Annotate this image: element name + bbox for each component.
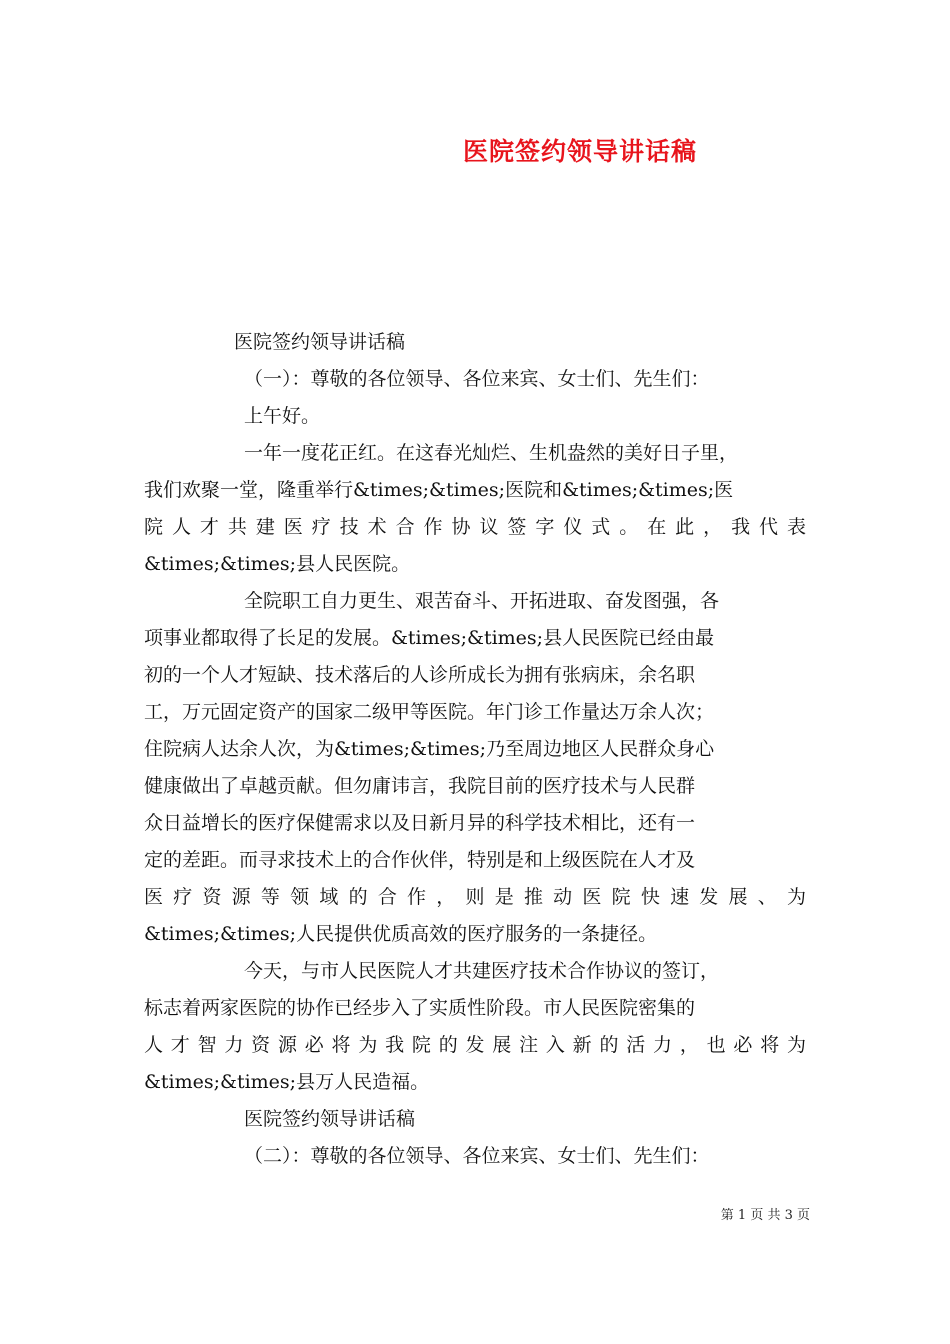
- page-footer: 第 1 页 共 3 页: [720, 1208, 810, 1223]
- paragraph-2-line-8: 定的差距。而寻求技术上的合作伙伴，特别是和上级医院在人才及: [144, 849, 696, 871]
- paragraph-1-line-2: 我们欢聚一堂，隆重举行&times;&times;医院和&times;&times;医: [144, 479, 734, 501]
- paragraph-2-line-1: 全院职工自力更生、艰苦奋斗、开拓进取、奋发图强，各: [244, 590, 720, 612]
- paragraph-3-line-3: 人才智力资源必将为我院的发展注入新的活力，也必将为: [144, 1034, 806, 1056]
- paragraph-2-line-9: 医疗资源等领域的合作，则是推动医院快速发展、为: [144, 886, 806, 908]
- salutation-2: （二）：尊敬的各位领导、各位来宾、女士们、先生们：: [244, 1145, 710, 1167]
- greeting: 上午好。: [244, 405, 321, 427]
- salutation-1: （一）：尊敬的各位领导、各位来宾、女士们、先生们：: [244, 368, 710, 390]
- document-title: 医院签约领导讲话稿: [462, 137, 697, 166]
- document-body: [144, 324, 806, 1175]
- paragraph-1-line-4: &times;&times;县人民医院。: [144, 553, 411, 575]
- paragraph-2-line-3: 初的一个人才短缺、技术落后的人诊所成长为拥有张病床，余名职: [144, 664, 696, 686]
- paragraph-1-line-1: 一年一度花正红。在这春光灿烂、生机盎然的美好日子里，: [244, 442, 739, 464]
- paragraph-3-line-1: 今天，与市人民医院人才共建医疗技术合作协议的签订，: [244, 960, 720, 982]
- paragraph-2-line-7: 众日益增长的医疗保健需求以及日新月异的科学技术相比，还有一: [144, 812, 696, 834]
- paragraph-2-line-4: 工，万元固定资产的国家二级甲等医院。年门诊工作量达万余人次；: [144, 701, 715, 723]
- paragraph-3-line-4: &times;&times;县万人民造福。: [144, 1071, 430, 1093]
- paragraph-2-line-5: 住院病人达余人次，为&times;&times;乃至周边地区人民群众身心: [144, 738, 715, 760]
- paragraph-2-line-10: &times;&times;人民提供优质高效的医疗服务的一条捷径。: [144, 923, 658, 945]
- paragraph-3-line-2: 标志着两家医院的协作已经步入了实质性阶段。市人民医院密集的: [144, 997, 696, 1019]
- paragraph-1-line-3: 院人才共建医疗技术合作协议签字仪式。在此，我代表: [144, 516, 806, 538]
- section-heading-2: 医院签约领导讲话稿: [244, 1108, 416, 1130]
- paragraph-2-line-6: 健康做出了卓越贡献。但勿庸讳言，我院目前的医疗技术与人民群: [144, 775, 696, 797]
- section-heading-1: 医院签约领导讲话稿: [234, 331, 406, 353]
- paragraph-2-line-2: 项事业都取得了长足的发展。&times;&times;县人民医院已经由最: [144, 627, 715, 649]
